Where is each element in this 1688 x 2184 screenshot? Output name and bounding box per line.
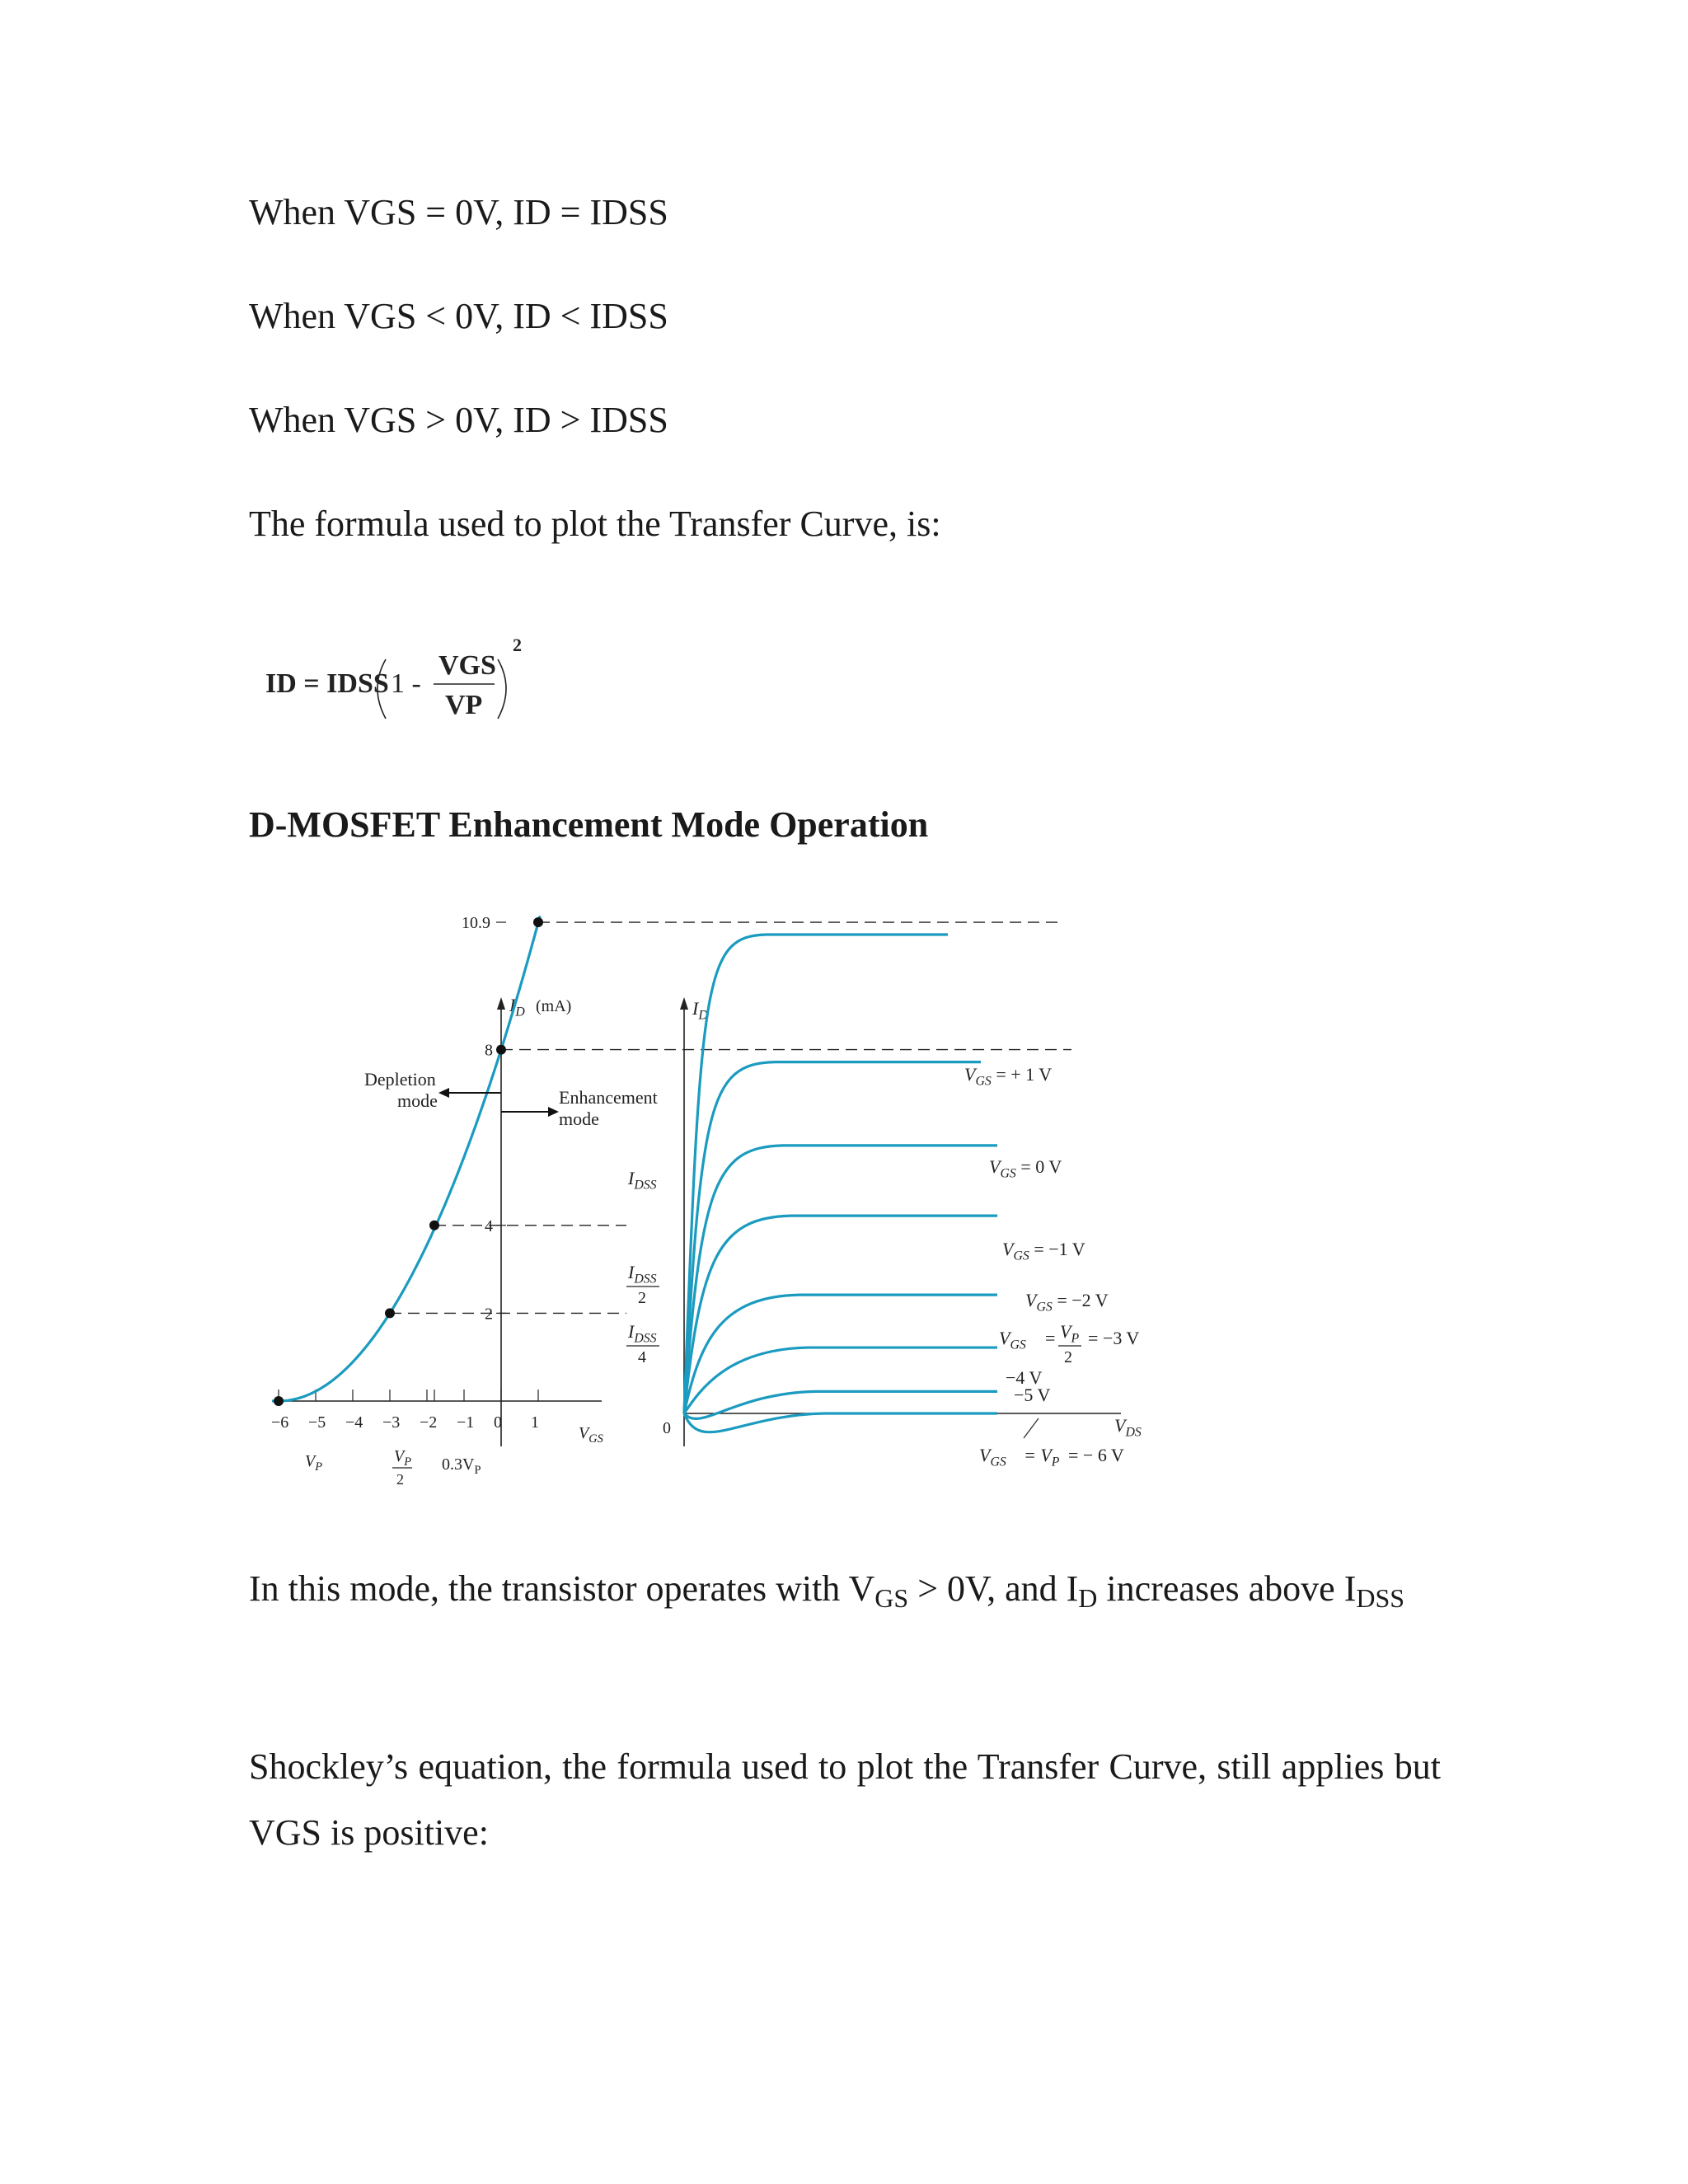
idss-quarter-label: $I_{DSS}$ (628, 1321, 657, 1346)
idss-half-den: 2 (638, 1289, 646, 1307)
drain-vp-half-post: = −3 V (1088, 1328, 1140, 1348)
transfer-id-arrow (497, 997, 505, 1010)
drain-curve-label: $V_{GS} = -1$ V (1002, 1239, 1085, 1263)
section-heading: D-MOSFET Enhancement Mode Operation (249, 804, 929, 845)
depletion-arrowhead (438, 1088, 449, 1098)
transfer-curve-point (274, 1396, 284, 1406)
drain-curve-label: $V_{GS} = -2$ V (1025, 1290, 1109, 1315)
formula-one: 1 - (391, 668, 421, 699)
paragraph-shockley: Shockley’s equation, the formula used to plot the Transfer Curve, still applies but VGS is positive: (249, 1746, 1441, 1853)
drain-curve (684, 1413, 997, 1432)
text-line-vgs-zero: When VGS = 0V, ID = IDSS (249, 192, 668, 232)
drain-label-6v-post: = − 6 V (1068, 1445, 1124, 1465)
enhancement-label: Enhancement (559, 1087, 658, 1108)
transfer-vp2-label: $V_P$ (394, 1447, 412, 1469)
transfer-y-tick-label: 4 (485, 1216, 493, 1235)
formula-exponent: 2 (513, 635, 522, 655)
transfer-x-tick-label: 0 (494, 1413, 502, 1432)
transfer-x-tick-label: −4 (345, 1413, 363, 1432)
drain-vp-half-label: $V_{GS}$ (999, 1328, 1026, 1352)
enhancement-label: mode (559, 1108, 599, 1129)
drain-origin: 0 (663, 1419, 671, 1437)
drain-vds-label: $V_{DS}$ (1114, 1415, 1142, 1440)
drain-curve-label: $V_{GS} = 0$ V (989, 1156, 1062, 1181)
drain-6v-pointer (1024, 1418, 1039, 1438)
transfer-x-tick-label: −5 (308, 1413, 326, 1432)
transfer-x-tick-label: 1 (531, 1413, 539, 1432)
transfer-vp-label: $V_P$ (305, 1452, 323, 1474)
text-line-formula-intro: The formula used to plot the Transfer Curve, is: (249, 504, 941, 544)
transfer-curve-point (429, 1221, 439, 1230)
drain-id-label: $I_D$ (692, 998, 708, 1023)
transfer-id-unit: (mA) (536, 997, 572, 1015)
drain-label-4v: −4 V (1006, 1367, 1043, 1388)
formula-lhs: ID = IDSS (265, 668, 389, 699)
drain-curve (684, 1146, 997, 1413)
transfer-curve-point (533, 917, 543, 927)
transfer-x-tick-label: −6 (271, 1413, 289, 1432)
drain-vp-half-eq: = (1045, 1328, 1056, 1348)
drain-curve-label: $V_{GS}$ = + 1 V (964, 1064, 1053, 1089)
transfer-vgs-label: $V_{GS}$ (579, 1424, 603, 1446)
transfer-y-tick-label: 2 (485, 1305, 493, 1324)
transfer-y-tick-label: 10.9 (462, 914, 490, 933)
depletion-label: mode (397, 1090, 438, 1111)
drain-label-6v: $V_{GS}$ (979, 1445, 1006, 1469)
drain-id-arrow (680, 997, 688, 1010)
paragraph-enhancement-mode: In this mode, the transistor operates with $V_{GS} > 0V$, and $I_D$ increases above $I_{DSS}$ (249, 1568, 1405, 1613)
drain-curve (684, 1295, 997, 1413)
drain-curve (684, 1347, 997, 1413)
transfer-x-tick-label: −2 (420, 1413, 438, 1432)
transfer-x-tick-label: −3 (382, 1413, 401, 1432)
drain-vp-half-den: 2 (1064, 1348, 1072, 1366)
shockley-formula (262, 626, 559, 750)
idss-half-label: $I_{DSS}$ (628, 1262, 657, 1286)
formula-numerator: VGS (438, 650, 496, 681)
transfer-y-tick-label: 8 (485, 1041, 493, 1060)
transfer-03vp-label: $0.3V_P$ (442, 1455, 481, 1477)
transfer-and-drain-characteristics (271, 914, 1187, 1512)
transfer-curve-point (385, 1308, 395, 1318)
drain-label-6v-mid: = $V_P$ (1024, 1445, 1060, 1469)
transfer-curve-point (496, 1045, 506, 1055)
enhancement-arrowhead (548, 1107, 559, 1117)
formula-denominator: VP (445, 690, 483, 720)
transfer-x-tick-label: −1 (457, 1413, 475, 1432)
drain-label-5v: −5 V (1014, 1385, 1051, 1405)
idss-label: $I_{DSS}$ (628, 1168, 657, 1193)
text-line-vgs-positive: When VGS > 0V, ID > IDSS (249, 400, 668, 440)
depletion-label: Depletion (364, 1069, 436, 1090)
drain-vp-half-num: $V_P$ (1060, 1321, 1080, 1346)
text-line-vgs-negative: When VGS < 0V, ID < IDSS (249, 296, 668, 336)
transfer-vp2-den: 2 (396, 1471, 404, 1488)
transfer-id-label: $I_D$ (509, 995, 525, 1019)
idss-quarter-den: 4 (638, 1348, 646, 1366)
